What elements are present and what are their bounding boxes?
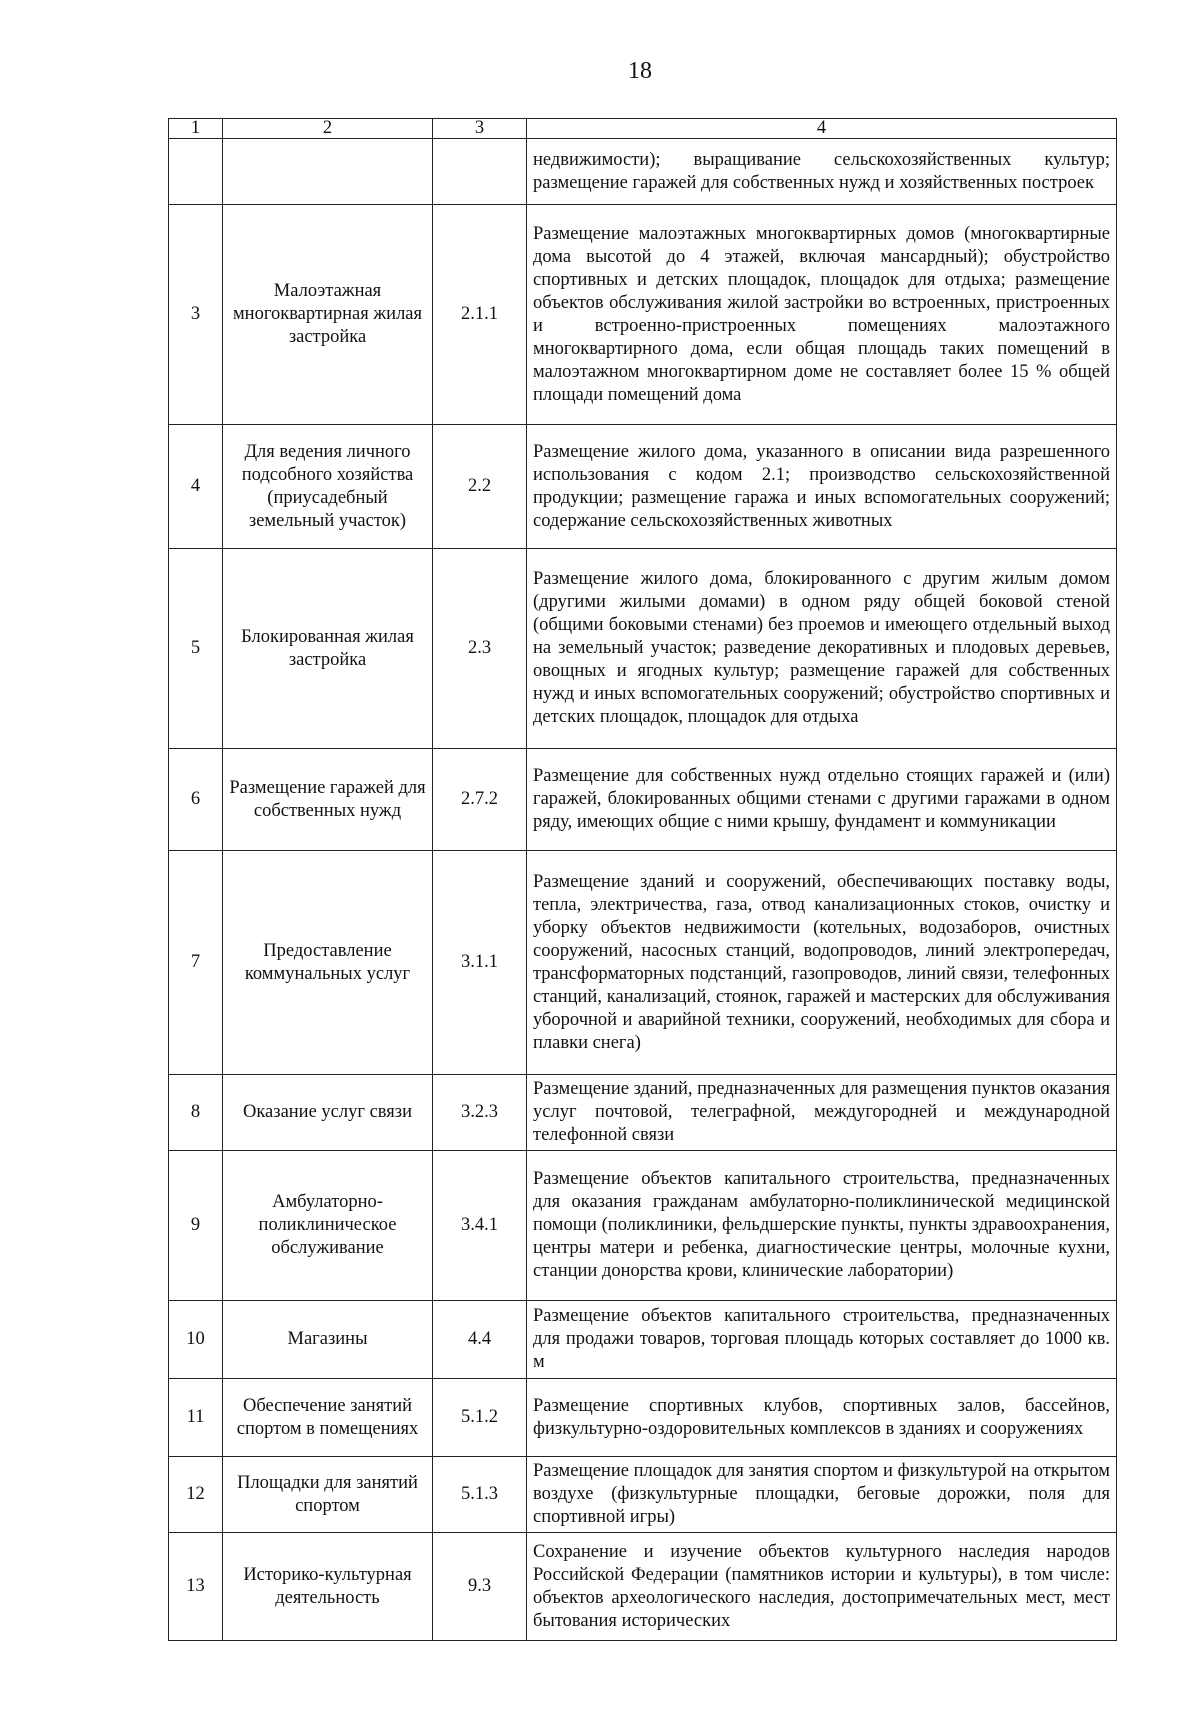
row-number: 11 [169, 1379, 223, 1457]
row-number: 13 [169, 1533, 223, 1641]
row-number: 8 [169, 1075, 223, 1151]
use-type-name [223, 139, 433, 205]
use-type-description: Размещение малоэтажных многоквартирных домов (многоквартирные дома высотой до 4 этажей, включая мансардный); обустройство спортивных и детских площадок, площадок для отдыха; размещение объектов обслуживания жилой застройки во встроенных, пристроенных и встроенно-пристроенных помещениях малоэтажного многоквартирного дома, если общая площадь таких помещений в малоэтажном многоквартирном доме не составляет более 15 % общей площади помещений дома [527, 205, 1117, 425]
row-number: 10 [169, 1301, 223, 1379]
table-row [169, 139, 1117, 205]
use-type-code: 3.2.3 [433, 1075, 527, 1151]
use-type-code: 2.2 [433, 425, 527, 549]
use-type-code: 2.3 [433, 549, 527, 749]
use-type-description: Размещение зданий, предназначенных для размещения пунктов оказания услуг почтовой, телеграфной, междугородней и международной телефонной связи [527, 1075, 1117, 1151]
use-type-description: Размещение зданий и сооружений, обеспечивающих поставку воды, тепла, электричества, газа, отвод канализационных стоков, очистку и уборку объектов недвижимости (котельных, водозаборов, очистных сооружений, насосных станций, водопроводов, линий электропередач, трансформаторных подстанций, газопроводов, линий связи, телефонных станций, канализаций, стоянок, гаражей и мастерских для обслуживания уборочной и аварийной техники, сооружений, необходимых для сбора и плавки снега) [527, 851, 1117, 1075]
use-type-name: Оказание услуг связи [223, 1075, 433, 1151]
use-type-code: 5.1.3 [433, 1457, 527, 1533]
use-type-name: Магазины [223, 1301, 433, 1379]
use-type-code: 4.4 [433, 1301, 527, 1379]
row-number: 12 [169, 1457, 223, 1533]
header-col-1: 1 [169, 119, 223, 139]
table-row [169, 1379, 1117, 1457]
row-number: 4 [169, 425, 223, 549]
use-type-code: 3.1.1 [433, 851, 527, 1075]
use-type-code: 2.1.1 [433, 205, 527, 425]
use-type-description: Размещение площадок для занятия спортом и физкультурой на открытом воздухе (физкультурные площадки, беговые дорожки, поля для спортивной игры) [527, 1457, 1117, 1533]
table-row [169, 1457, 1117, 1533]
use-type-code: 5.1.2 [433, 1379, 527, 1457]
use-type-description: Размещение объектов капитального строительства, предназначенных для оказания гражданам амбулаторно-поликлинической медицинской помощи (поликлиники, фельдшерские пункты, пункты здравоохранения, центры матери и ребенка, диагностические центры, молочные кухни, станции донорства крови, клинические лаборатории) [527, 1151, 1117, 1301]
use-type-name: Блокированная жилая застройка [223, 549, 433, 749]
use-type-description: Размещение жилого дома, указанного в описании вида разрешенного использования с кодом 2.1; производство сельскохозяйственной продукции; размещение гаража и иных вспомогательных сооружений; содержание сельскохозяйственных животных [527, 425, 1117, 549]
row-number [169, 139, 223, 205]
use-type-name: Предоставление коммунальных услуг [223, 851, 433, 1075]
row-number: 5 [169, 549, 223, 749]
use-type-name: Амбулаторно-поликлиническое обслуживание [223, 1151, 433, 1301]
use-type-name: Малоэтажная многоквартирная жилая застройка [223, 205, 433, 425]
use-type-name: Площадки для занятий спортом [223, 1457, 433, 1533]
table-row [169, 1533, 1117, 1641]
use-type-description: Размещение жилого дома, блокированного с другим жилым домом (другими жилыми домами) в одном ряду общей боковой стеной (общими боковыми стенами) без проемов и имеющего отдельный выход на земельный участок; разведение декоративных и плодовых деревьев, овощных и ягодных культур; размещение гаражей для собственных нужд и иных вспомогательных сооружений; обустройство спортивных и детских площадок, площадок для отдыха [527, 549, 1117, 749]
use-type-name: Обеспечение занятий спортом в помещениях [223, 1379, 433, 1457]
use-type-description: недвижимости); выращивание сельскохозяйственных культур; размещение гаражей для собственных нужд и хозяйственных построек [527, 139, 1117, 205]
use-type-description: Сохранение и изучение объектов культурного наследия народов Российской Федерации (памятников истории и культуры), в том числе: объектов археологического наследия, достопримечательных мест, мест бытования исторических [527, 1533, 1117, 1641]
table-row [169, 851, 1117, 1075]
use-type-code: 3.4.1 [433, 1151, 527, 1301]
page-number: 18 [628, 58, 652, 84]
table-row [169, 205, 1117, 425]
header-col-3: 3 [433, 119, 527, 139]
row-number: 7 [169, 851, 223, 1075]
use-type-name: Для ведения личного подсобного хозяйства (приусадебный земельный участок) [223, 425, 433, 549]
table-row [169, 1301, 1117, 1379]
use-type-description: Размещение спортивных клубов, спортивных залов, бассейнов, физкультурно-оздоровительных комплексов в зданиях и сооружениях [527, 1379, 1117, 1457]
table-row [169, 425, 1117, 549]
header-col-4: 4 [527, 119, 1117, 139]
table-row [169, 749, 1117, 851]
use-type-description: Размещение объектов капитального строительства, предназначенных для продажи товаров, торговая площадь которых составляет до 1000 кв. м [527, 1301, 1117, 1379]
table-header-row [169, 119, 1117, 139]
row-number: 3 [169, 205, 223, 425]
use-type-code: 9.3 [433, 1533, 527, 1641]
table-row [169, 1151, 1117, 1301]
land-use-table [168, 118, 1117, 1641]
header-col-2: 2 [223, 119, 433, 139]
use-type-name: Историко-культурная деятельность [223, 1533, 433, 1641]
table-row [169, 549, 1117, 749]
row-number: 9 [169, 1151, 223, 1301]
use-type-code [433, 139, 527, 205]
use-type-name: Размещение гаражей для собственных нужд [223, 749, 433, 851]
row-number: 6 [169, 749, 223, 851]
use-type-description: Размещение для собственных нужд отдельно стоящих гаражей и (или) гаражей, блокированных общими стенами с другими гаражами в одном ряду, имеющих общие с ними крышу, фундамент и коммуникации [527, 749, 1117, 851]
use-type-code: 2.7.2 [433, 749, 527, 851]
table-row [169, 1075, 1117, 1151]
